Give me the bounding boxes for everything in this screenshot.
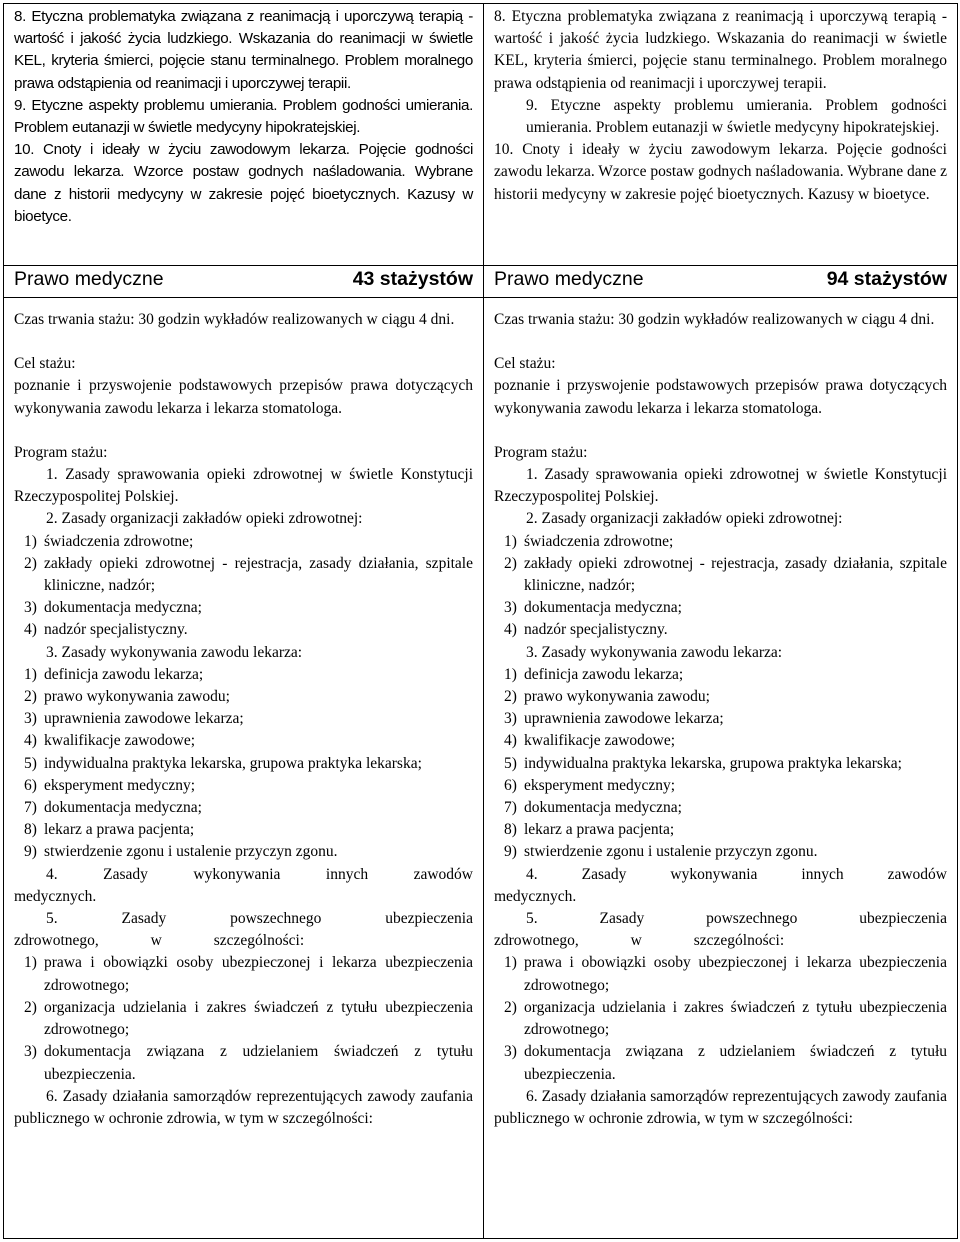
list-item-number: 2)	[24, 688, 37, 706]
right-goal-text: poznanie i przyswojenie podstawowych przepisów prawa dotyczących wykonywania zawodu lekarza i lekarza stomatologa.	[494, 377, 947, 417]
list-item-number: 4)	[504, 732, 517, 750]
left-section-5: 5. Zasady powszechnego ubezpieczenia zdrowotnego, w szczególności:	[14, 910, 473, 950]
list-item-text: prawo wykonywania zawodu;	[524, 688, 710, 706]
list-item-text: uprawnienia zawodowe lekarza;	[524, 710, 724, 728]
list-item-text: dokumentacja medyczna;	[44, 799, 202, 817]
right-item-10: 10. Cnoty i ideały w życiu zawodowym lekarza. Pojęcie godności zawodu lekarza. Wzorce postaw godnych naśladowania. Wybrane dane z historii medycyny w zakresie pojęć bioetycznych. Kazusy w bioetyce.	[494, 141, 947, 203]
list-item	[14, 730, 473, 752]
list-item-number: 1)	[504, 532, 517, 550]
list-item-text: definicja zawodu lekarza;	[524, 665, 684, 683]
left-item-10: 10. Cnoty i ideały w życiu zawodowym lekarza. Pojęcie godności zawodu lekarza. Wzorce postaw godnych naśladowania. Wybrane dane z historii medycyny w zakresie pojęć bioetycznych. Kazusy w bioetyce.	[14, 141, 473, 225]
list-item-text: nadzór specjalistyczny.	[524, 621, 668, 639]
list-item	[494, 775, 947, 797]
list-item-text: nadzór specjalistyczny.	[44, 621, 188, 639]
list-item-number: 1)	[504, 665, 517, 683]
right-section-5: 5. Zasady powszechnego ubezpieczenia zdrowotnego, w szczególności:	[494, 910, 947, 950]
list-item-text: eksperyment medyczny;	[524, 776, 676, 794]
list-item-text: indywidualna praktyka lekarska, grupowa praktyka lekarska;	[44, 754, 422, 772]
list-item	[14, 553, 473, 597]
list-item-text: indywidualna praktyka lekarska, grupowa praktyka lekarska;	[524, 754, 902, 772]
list-item-number: 6)	[24, 776, 37, 794]
list-item-text: organizacja udzielania i zakres świadczeń z tytułu ubezpieczenia zdrowotnego;	[524, 998, 947, 1039]
list-item	[14, 708, 473, 730]
list-item	[14, 841, 473, 863]
list-item	[494, 952, 947, 996]
list-item	[14, 797, 473, 819]
list-item	[14, 664, 473, 686]
list-item-text: dokumentacja medyczna;	[44, 599, 202, 617]
left-section-4: 4. Zasady wykonywania innych zawodów medycznych.	[14, 865, 473, 905]
left-intern-count: 43 stażystów	[352, 268, 473, 290]
list-item-number: 8)	[504, 821, 517, 839]
list-item-text: uprawnienia zawodowe lekarza;	[44, 710, 244, 728]
right-header-cell	[484, 266, 958, 298]
list-item	[494, 841, 947, 863]
list-item-number: 2)	[504, 554, 517, 572]
list-item-text: dokumentacja medyczna;	[524, 599, 682, 617]
left-section-1: 1. Zasady sprawowania opieki zdrowotnej w świetle Konstytucji Rzeczypospolitej Polskiej.	[14, 466, 473, 506]
list-item	[494, 619, 947, 641]
list-item-text: dokumentacja związana z udzielaniem świadczeń z tytułu ubezpieczenia.	[524, 1043, 947, 1083]
left-section-2-list	[14, 531, 473, 642]
left-program-label: Program stażu:	[14, 443, 108, 461]
right-course-title: Prawo medyczne	[494, 268, 644, 290]
left-section-2: 2. Zasady organizacji zakładów opieki zdrowotnej:	[46, 510, 363, 528]
left-duration: Czas trwania stażu: 30 godzin wykładów realizowanych w ciągu 4 dni.	[14, 311, 455, 328]
list-item-number: 1)	[24, 665, 37, 683]
left-section-5-list	[14, 952, 473, 1085]
right-section-6: 6. Zasady działania samorządów reprezentujących zawody zaufania publicznego w ochronie zdrowia, w tym w szczególności:	[494, 1087, 947, 1127]
list-item-text: kwalifikacje zawodowe;	[524, 732, 676, 750]
list-item	[494, 708, 947, 730]
left-item-8: 8. Etyczna problematyka związana z reanimacją i uporczywą terapią - wartość i jakość życia ludzkiego. Wskazania do reanimacji w świetle KEL, kryteria śmierci, pojęcie stanu terminalnego. Problem moralnego prawa odstąpienia od reanimacji i uporczywej terapii.	[14, 8, 473, 92]
list-item-text: lekarz a prawa pacjenta;	[44, 821, 195, 839]
list-item-text: organizacja udzielania i zakres świadczeń z tytułu ubezpieczenia zdrowotnego;	[44, 998, 473, 1039]
list-item-text: prawa i obowiązki osoby ubezpieczonej i lekarza ubezpieczenia zdrowotnego;	[44, 954, 473, 994]
list-item-number: 3)	[504, 599, 517, 617]
list-item-number: 1)	[24, 532, 37, 550]
right-section-3: 3. Zasady wykonywania zawodu lekarza:	[526, 643, 783, 661]
list-item-text: zakłady opieki zdrowotnej - rejestracja, zasady działania, szpitale kliniczne, nadzór;	[44, 554, 473, 595]
list-item	[14, 753, 473, 775]
right-section-4: 4. Zasady wykonywania innych zawodów medycznych.	[494, 865, 947, 905]
list-item	[14, 597, 473, 619]
right-item-9: 9. Etyczne aspekty problemu umierania. Problem godności umierania. Problem eutanazji w świetle medycyny hipokratejskiej.	[526, 96, 947, 137]
list-item-text: lekarz a prawa pacjenta;	[524, 821, 675, 839]
right-intern-count: 94 stażystów	[826, 268, 947, 290]
left-item-9: 9. Etyczne aspekty problemu umierania. Problem godności umierania. Problem eutanazji w świetle medycyny hipokratejskiej.	[14, 96, 473, 137]
list-item	[494, 797, 947, 819]
list-item	[14, 619, 473, 641]
list-item-number: 4)	[24, 621, 37, 639]
list-item-number: 3)	[24, 599, 37, 617]
list-item	[14, 531, 473, 553]
list-item-number: 2)	[504, 688, 517, 706]
list-item	[494, 819, 947, 841]
list-item-number: 1)	[504, 954, 517, 972]
list-item	[14, 775, 473, 797]
list-item-number: 7)	[504, 799, 517, 817]
right-upper-cell	[484, 4, 958, 266]
list-item-number: 6)	[504, 776, 517, 794]
list-item-text: prawa i obowiązki osoby ubezpieczonej i lekarza ubezpieczenia zdrowotnego;	[524, 954, 947, 994]
right-item-8: 8. Etyczna problematyka związana z reanimacją i uporczywą terapią - wartość i jakość życia ludzkiego. Wskazania do reanimacji w świetle KEL, kryteria śmierci, pojęcie stanu terminalnego. Problem moralnego prawa odstąpienia od reanimacji i uporczywej terapii.	[494, 8, 947, 92]
list-item-text: eksperyment medyczny;	[44, 776, 196, 794]
list-item-text: zakłady opieki zdrowotnej - rejestracja, zasady działania, szpitale kliniczne, nadzór;	[524, 554, 947, 595]
list-item-text: świadczenia zdrowotne;	[524, 532, 674, 550]
list-item	[494, 730, 947, 752]
list-item-number: 2)	[24, 554, 37, 572]
left-section-3: 3. Zasady wykonywania zawodu lekarza:	[46, 643, 303, 661]
list-item	[494, 664, 947, 686]
list-item	[14, 819, 473, 841]
list-item-number: 2)	[24, 998, 37, 1016]
right-duration: Czas trwania stażu: 30 godzin wykładów realizowanych w ciągu 4 dni.	[494, 311, 935, 328]
right-section-5-list	[494, 952, 947, 1085]
right-section-2-list	[494, 531, 947, 642]
list-item	[494, 597, 947, 619]
header-row	[4, 266, 958, 298]
list-item-text: stwierdzenie zgonu i ustalenie przyczyn zgonu.	[524, 843, 818, 861]
upper-row	[4, 4, 958, 266]
list-item	[494, 553, 947, 597]
right-section-3-list	[494, 664, 947, 864]
document-table	[3, 3, 958, 1239]
list-item-number: 8)	[24, 821, 37, 839]
left-goal-label: Cel stażu:	[14, 355, 76, 373]
list-item-number: 7)	[24, 799, 37, 817]
body-row	[4, 298, 958, 1239]
list-item	[14, 686, 473, 708]
list-item-text: kwalifikacje zawodowe;	[44, 732, 196, 750]
list-item-number: 5)	[504, 754, 517, 772]
list-item	[494, 686, 947, 708]
list-item-text: dokumentacja związana z udzielaniem świadczeń z tytułu ubezpieczenia.	[44, 1043, 473, 1083]
right-program-label: Program stażu:	[494, 443, 588, 461]
list-item-number: 3)	[24, 1043, 37, 1061]
list-item-number: 9)	[504, 843, 517, 861]
right-section-1: 1. Zasady sprawowania opieki zdrowotnej w świetle Konstytucji Rzeczypospolitej Polskiej.	[494, 466, 947, 506]
list-item-number: 9)	[24, 843, 37, 861]
list-item	[494, 997, 947, 1041]
left-section-3-list	[14, 664, 473, 864]
list-item-text: definicja zawodu lekarza;	[44, 665, 204, 683]
left-section-6: 6. Zasady działania samorządów reprezentujących zawody zaufania publicznego w ochronie zdrowia, w tym w szczególności:	[14, 1087, 473, 1127]
list-item-number: 4)	[24, 732, 37, 750]
list-item	[494, 1041, 947, 1085]
right-goal-label: Cel stażu:	[494, 355, 556, 373]
list-item-number: 2)	[504, 998, 517, 1016]
left-course-title: Prawo medyczne	[14, 268, 164, 290]
list-item	[14, 997, 473, 1041]
list-item-number: 3)	[24, 710, 37, 728]
left-upper-cell	[4, 4, 484, 266]
list-item-number: 4)	[504, 621, 517, 639]
list-item	[14, 952, 473, 996]
list-item-number: 1)	[24, 954, 37, 972]
list-item-text: dokumentacja medyczna;	[524, 799, 682, 817]
left-body-cell	[4, 298, 484, 1239]
right-body-cell	[484, 298, 958, 1239]
list-item-number: 3)	[504, 710, 517, 728]
right-section-2: 2. Zasady organizacji zakładów opieki zdrowotnej:	[526, 510, 843, 528]
list-item-number: 5)	[24, 754, 37, 772]
list-item-text: świadczenia zdrowotne;	[44, 532, 194, 550]
left-goal-text: poznanie i przyswojenie podstawowych przepisów prawa dotyczących wykonywania zawodu lekarza i lekarza stomatologa.	[14, 377, 473, 417]
left-header-cell	[4, 266, 484, 298]
list-item	[14, 1041, 473, 1085]
list-item-text: prawo wykonywania zawodu;	[44, 688, 230, 706]
list-item	[494, 753, 947, 775]
list-item	[494, 531, 947, 553]
list-item-number: 3)	[504, 1043, 517, 1061]
list-item-text: stwierdzenie zgonu i ustalenie przyczyn zgonu.	[44, 843, 338, 861]
